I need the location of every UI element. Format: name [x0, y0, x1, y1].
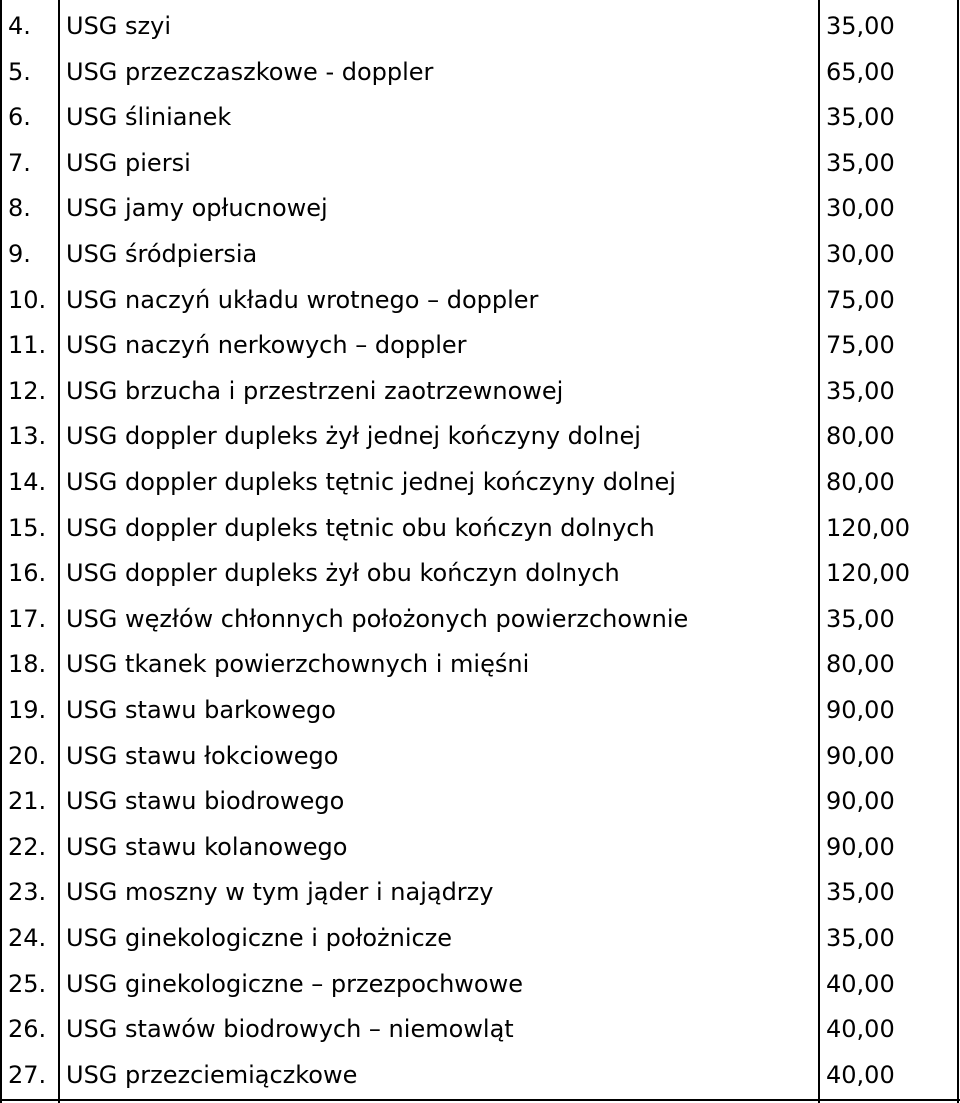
- table-row: [0, 50, 960, 96]
- table-row: [0, 870, 960, 916]
- service-price: 75,00: [826, 285, 895, 314]
- row-number: 8.: [8, 194, 31, 223]
- table-row: [0, 642, 960, 688]
- table-row: [0, 414, 960, 460]
- service-price: 120,00: [826, 559, 910, 588]
- row-number: 25.: [8, 969, 47, 998]
- service-name: USG piersi: [66, 148, 191, 177]
- service-name: USG doppler dupleks żył jednej kończyny dolnej: [66, 422, 641, 451]
- row-number: 6.: [8, 103, 31, 132]
- service-price: 120,00: [826, 513, 910, 542]
- table-row: [0, 962, 960, 1008]
- row-number: 13.: [8, 422, 47, 451]
- service-price: 35,00: [826, 12, 895, 40]
- service-price: 35,00: [826, 604, 895, 633]
- row-number: 15.: [8, 513, 47, 542]
- service-price: 40,00: [826, 1015, 895, 1044]
- table-row: [0, 688, 960, 734]
- row-number: 24.: [8, 924, 47, 952]
- service-price: 90,00: [826, 696, 895, 724]
- service-name: USG naczyń układu wrotnego – doppler: [66, 285, 539, 314]
- service-price: 90,00: [826, 832, 895, 861]
- service-price: 35,00: [826, 376, 895, 405]
- table-row: [0, 369, 960, 415]
- row-number: 11.: [8, 331, 47, 360]
- row-number: 10.: [8, 285, 47, 314]
- service-name: USG stawu biodrowego: [66, 787, 345, 816]
- row-number: 7.: [8, 148, 31, 177]
- service-name: USG doppler dupleks tętnic obu kończyn dolnych: [66, 513, 655, 542]
- service-price: 75,00: [826, 331, 895, 360]
- row-number: 22.: [8, 832, 47, 861]
- service-price: 30,00: [826, 194, 895, 223]
- row-number: 19.: [8, 696, 47, 724]
- row-number: 17.: [8, 604, 47, 633]
- service-price: 35,00: [826, 878, 895, 907]
- row-number: 21.: [8, 787, 47, 816]
- service-name: USG doppler dupleks żył obu kończyn dolnych: [66, 559, 620, 588]
- table-row: [0, 4, 960, 50]
- service-price: 65,00: [826, 57, 895, 86]
- service-name: USG węzłów chłonnych położonych powierzchownie: [66, 604, 689, 633]
- service-price: 35,00: [826, 148, 895, 177]
- service-price: 35,00: [826, 103, 895, 132]
- table-row: [0, 95, 960, 141]
- service-name: USG doppler dupleks tętnic jednej kończyny dolnej: [66, 468, 676, 496]
- table-row: [0, 779, 960, 825]
- row-number: 5.: [8, 57, 31, 86]
- service-name: USG ginekologiczne i położnicze: [66, 924, 453, 952]
- service-name: USG tkanek powierzchownych i mięśni: [66, 650, 530, 679]
- table-row: [0, 323, 960, 369]
- table-row: [0, 597, 960, 643]
- row-number: 12.: [8, 376, 47, 405]
- row-number: 26.: [8, 1015, 47, 1044]
- table-row: [0, 734, 960, 780]
- service-name: USG śródpiersia: [66, 240, 258, 268]
- service-price: 80,00: [826, 468, 895, 496]
- table-row: [0, 1053, 960, 1099]
- table-row: [0, 551, 960, 597]
- table-row: [0, 278, 960, 324]
- service-name: USG brzucha i przestrzeni zaotrzewnowej: [66, 376, 564, 405]
- row-number: 27.: [8, 1060, 47, 1089]
- service-name: USG przezczaszkowe - doppler: [66, 57, 434, 86]
- row-number: 20.: [8, 741, 47, 770]
- table-row: [0, 141, 960, 187]
- row-number: 14.: [8, 468, 47, 496]
- table-row: [0, 1007, 960, 1053]
- table-row: [0, 506, 960, 552]
- service-name: USG jamy opłucnowej: [66, 194, 328, 223]
- service-price: 30,00: [826, 240, 895, 268]
- service-name: USG szyi: [66, 12, 171, 40]
- service-price: 80,00: [826, 422, 895, 451]
- service-name: USG naczyń nerkowych – doppler: [66, 331, 467, 360]
- service-price: 40,00: [826, 969, 895, 998]
- service-name: USG przezciemiączkowe: [66, 1060, 358, 1089]
- row-number: 23.: [8, 878, 47, 907]
- row-number: 18.: [8, 650, 47, 679]
- table-border-bottom: [0, 1099, 960, 1101]
- row-number: 4.: [8, 12, 31, 40]
- table-row: [0, 916, 960, 962]
- service-price: 90,00: [826, 741, 895, 770]
- row-number: 9.: [8, 240, 31, 268]
- service-name: USG moszny w tym jąder i najądrzy: [66, 878, 494, 907]
- service-price: 80,00: [826, 650, 895, 679]
- table-row: [0, 825, 960, 871]
- row-number: 16.: [8, 559, 47, 588]
- service-price: 40,00: [826, 1060, 895, 1089]
- service-price: 90,00: [826, 787, 895, 816]
- table-row: [0, 460, 960, 506]
- service-name: USG stawu barkowego: [66, 696, 336, 724]
- service-price: 35,00: [826, 924, 895, 952]
- service-name: USG stawu kolanowego: [66, 832, 348, 861]
- service-name: USG stawów biodrowych – niemowląt: [66, 1015, 514, 1044]
- service-name: USG stawu łokciowego: [66, 741, 339, 770]
- service-name: USG ślinianek: [66, 103, 232, 132]
- service-name: USG ginekologiczne – przezpochwowe: [66, 969, 524, 998]
- table-row: [0, 232, 960, 278]
- table-row: [0, 186, 960, 232]
